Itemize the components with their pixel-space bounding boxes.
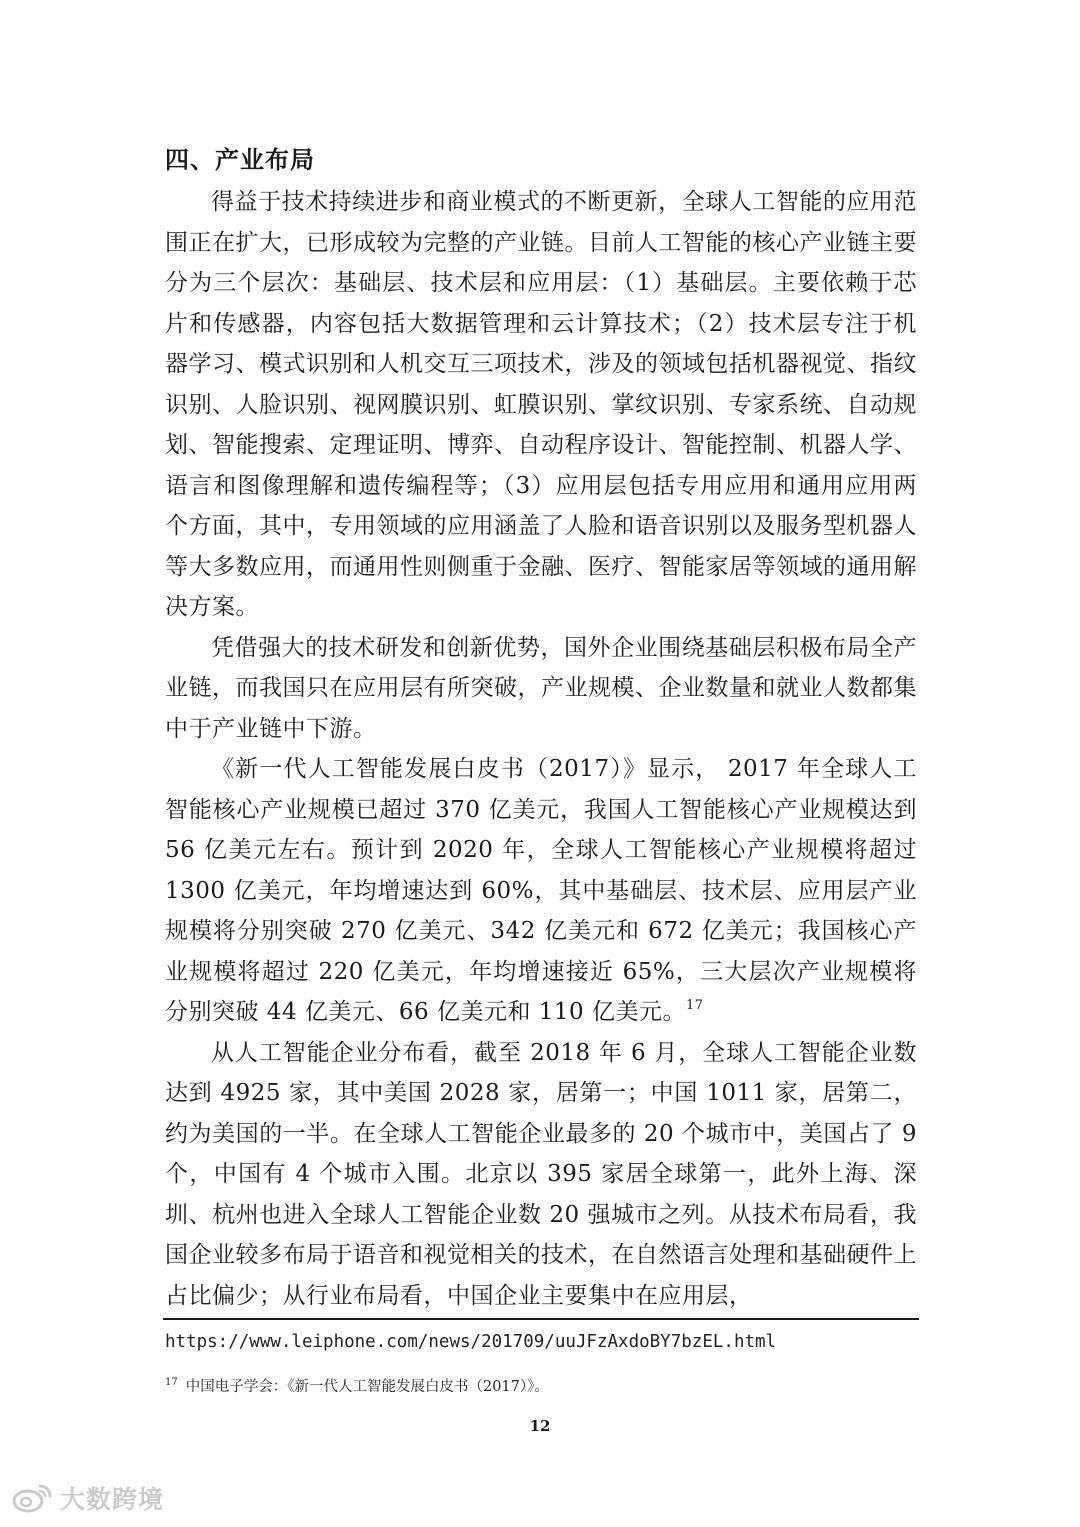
weibo-logo-icon — [12, 1481, 56, 1515]
paragraph-advantages: 凭借强大的技术研发和创新优势，国外企业围绕基础层积极布局全产业链，而我国只在应用层有所突破，产业规模、企业数量和就业人数都集中于产业链中下游。 — [165, 634, 917, 742]
footnote-number: 17 — [165, 1377, 178, 1388]
body-text — [165, 182, 917, 1316]
source-url: https://www.leiphone.com/news/201709/uuJFzAxdoBY7bzEL.html — [165, 1332, 777, 1352]
footnote — [165, 1375, 549, 1399]
footnote-text: 中国电子学会：《新一代人工智能发展白皮书（2017）》。 — [185, 1379, 549, 1395]
paragraph-market-size-text: 《新一代人工智能发展白皮书（2017）》显示， 2017 年全球人工智能核心产业规模已超过 370 亿美元，我国人工智能核心产业规模达到 56 亿美元左右。预计到 2020 年，全球人工智能核心产业规模将超过 1300 亿美元，年均增速达到 60%，其中基础层、技术层、应用层产业规模将分别突破 270 亿美元、342 亿美元和 672 亿美元；我国核心产业规模将超过 220 亿美元，年均增速接近 65%，三大层次产业规模将分别突破 44 亿美元、66 亿美元和 110 亿美元。 — [165, 756, 917, 1025]
footnote-divider — [163, 1318, 919, 1320]
paragraph-market-size — [165, 749, 917, 1033]
paragraph-enterprise-distribution: 从人工智能企业分布看，截至 2018 年 6 月，全球人工智能企业数达到 4925 家，其中美国 2028 家，居第一；中国 1011 家，居第二，约为美国的一半。在全球人工智能企业最多的 20 个城市中，美国占了 9 个，中国有 4 个城市入围。北京以 395 家居全球第一，此外上海、深圳、杭州也进入全球人工智能企业数 20 强城市之列。从技术布局看，我国企业较多布局于语音和视觉相关的技术，在自然语言处理和基础硬件上占比偏少；从行业布局看，中国企业主要集中在应用层， — [165, 1039, 917, 1309]
page-number: 12 — [529, 1417, 551, 1435]
footnote-reference: 17 — [686, 998, 704, 1013]
section-heading: 四、产业布局 — [165, 145, 315, 174]
paragraph-industry-chain: 得益于技术持续进步和商业模式的不断更新，全球人工智能的应用范围正在扩大，已形成较为完整的产业链。目前人工智能的核心产业链主要分为三个层次：基础层、技术层和应用层：（1）基础层。主要依赖于芯片和传感器，内容包括大数据管理和云计算技术；（2）技术层专注于机器学习、模式识别和人机交互三项技术，涉及的领域包括机器视觉、指纹识别、人脸识别、视网膜识别、虹膜识别、掌纹识别、专家系统、自动规划、智能搜索、定理证明、博弈、自动程序设计、智能控制、机器人学、语言和图像理解和遗传编程等；（3）应用层包括专用应用和通用应用两个方面，其中，专用领域的应用涵盖了人脸和语音识别以及服务型机器人等大多数应用，而通用性则侧重于金融、医疗、智能家居等领域的通用解决方案。 — [165, 189, 917, 620]
watermark-text: 大数跨境 — [60, 1485, 165, 1514]
watermark — [12, 1480, 164, 1516]
